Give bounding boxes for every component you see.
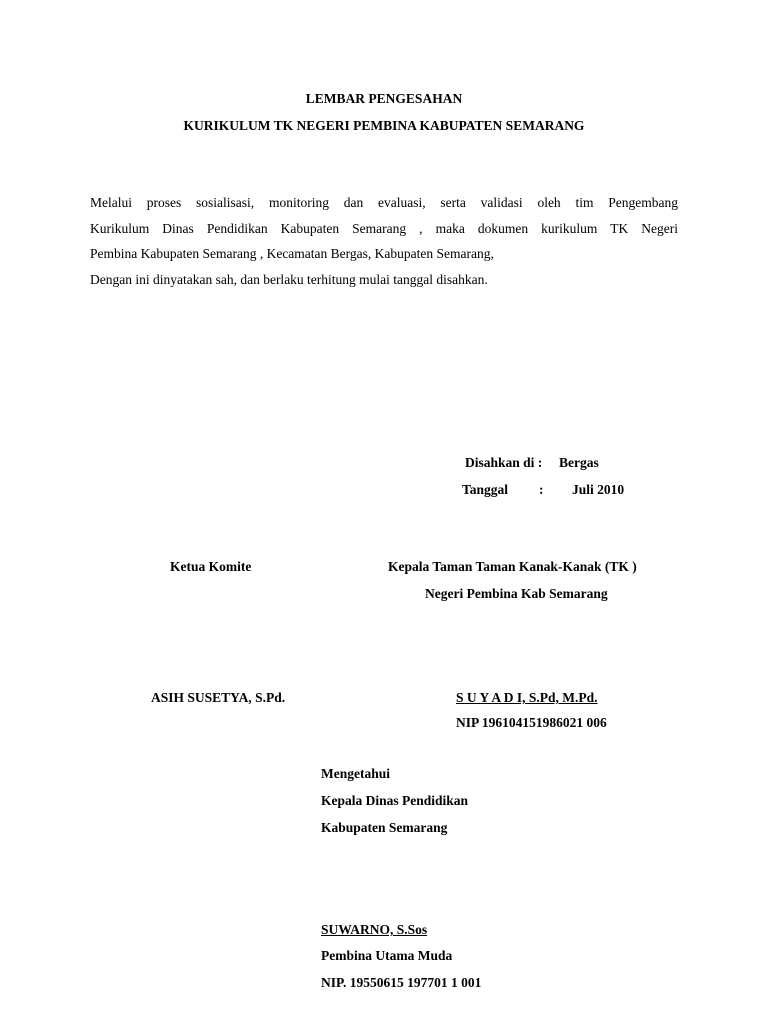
paragraph-line-2: Kurikulum Dinas Pendidikan Kabupaten Semarang , maka dokumen kurikulum TK Negeri [90, 220, 678, 236]
date-separator: : [539, 482, 544, 497]
date-value: Juli 2010 [572, 482, 625, 497]
paragraph-line-1: Melalui proses sosialisasi, monitoring dan evaluasi, serta validasi oleh tim Pengembang [90, 195, 678, 210]
acknowledgement-nip: NIP. 19550615 197701 1 001 [321, 975, 482, 990]
acknowledgement-rank: Pembina Utama Muda [321, 948, 453, 963]
right-signatory-nip: NIP 196104151986021 006 [456, 715, 607, 730]
left-signatory-name: ASIH SUSETYA, S.Pd. [151, 690, 286, 705]
left-signatory-title: Ketua Komite [170, 559, 252, 574]
place-value: Bergas [559, 455, 599, 470]
document-title: LEMBAR PENGESAHAN [305, 91, 463, 106]
acknowledgement-name: SUWARNO, S.Sos [321, 922, 428, 937]
paragraph-line-4: Dengan ini dinyatakan sah, dan berlaku terhitung mulai tanggal disahkan. [90, 271, 488, 287]
paragraph-line-3: Pembina Kabupaten Semarang , Kecamatan Bergas, Kabupaten Semarang, [90, 246, 494, 261]
acknowledgement-office: Kepala Dinas Pendidikan [321, 793, 469, 808]
ratification-paragraph [90, 190, 678, 292]
right-signatory-title-line1: Kepala Taman Taman Kanak-Kanak (TK ) [388, 559, 637, 574]
document-subtitle: KURIKULUM TK NEGERI PEMBINA KABUPATEN SEMARANG [183, 118, 585, 133]
place-label: Disahkan di : [465, 455, 543, 470]
date-label: Tanggal [462, 482, 509, 497]
acknowledgement-region: Kabupaten Semarang [321, 820, 448, 835]
right-signatory-title-line2: Negeri Pembina Kab Semarang [425, 586, 608, 601]
right-signatory-name: S U Y A D I, S.Pd, M.Pd. [456, 690, 598, 705]
acknowledgement-label: Mengetahui [321, 766, 390, 781]
